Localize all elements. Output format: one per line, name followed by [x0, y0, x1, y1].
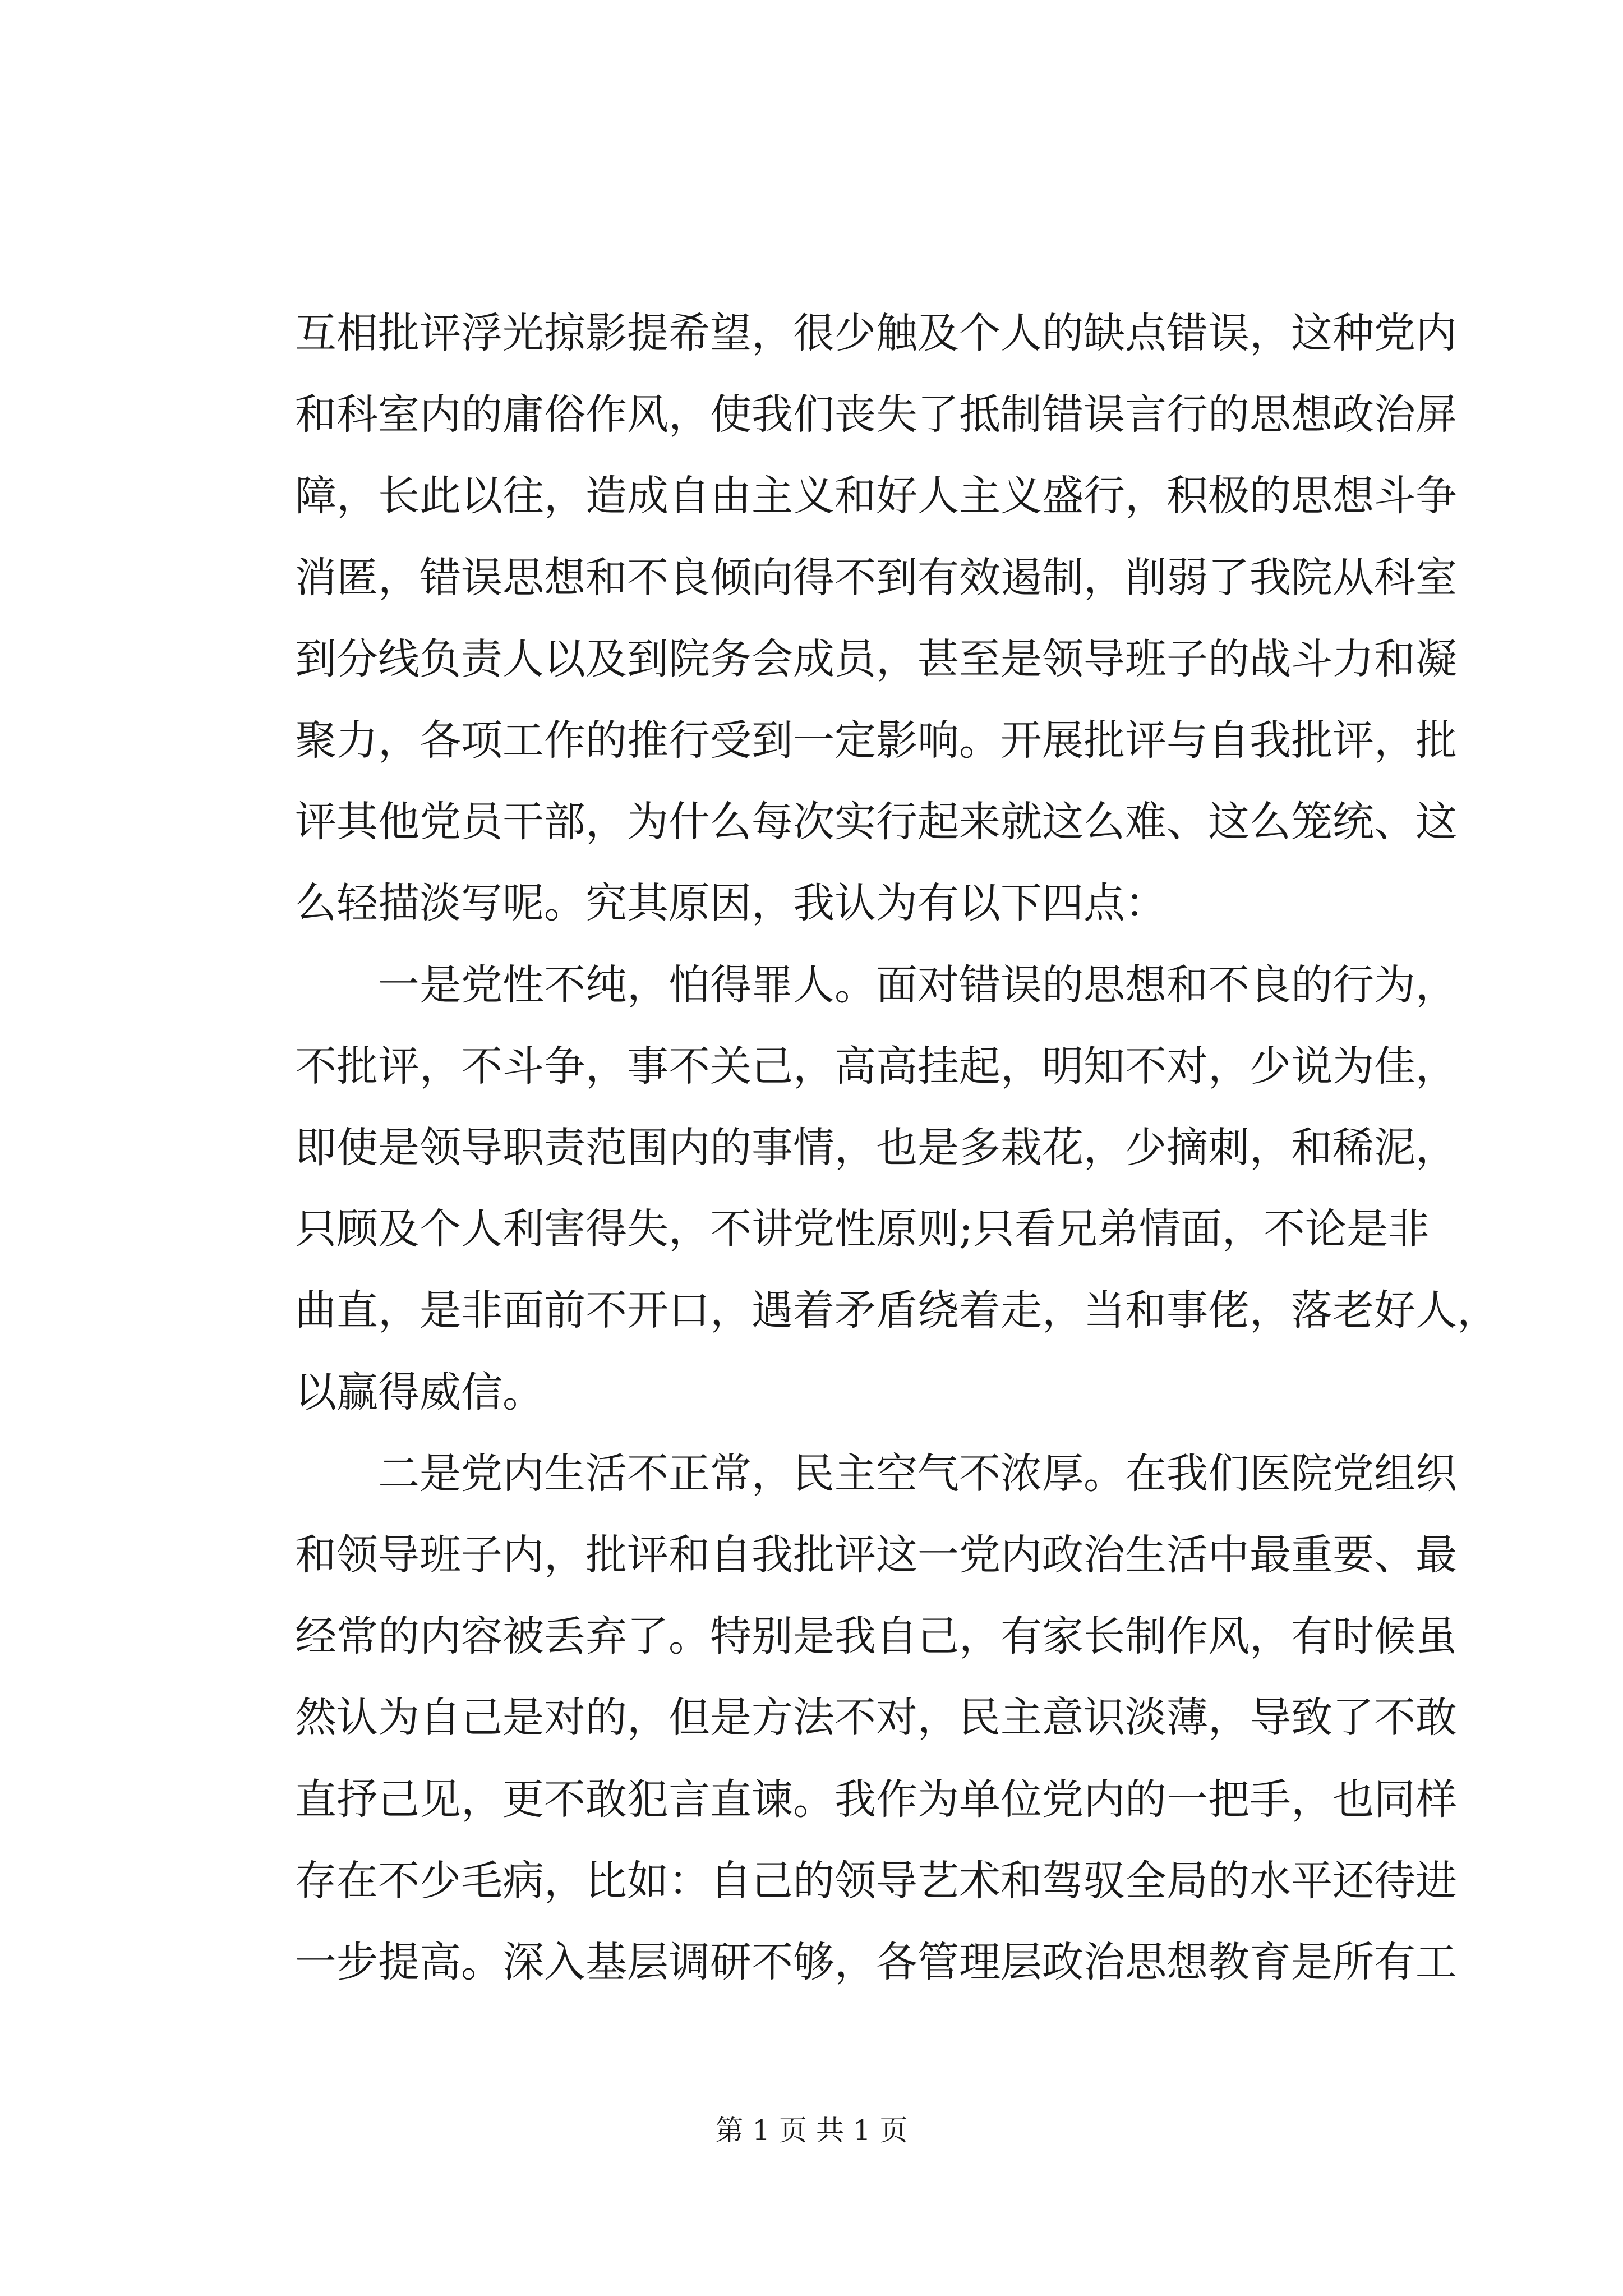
- body-text-line: 一步提高。深入基层调研不够，各管理层政治思想教育是所有工: [295, 1938, 1457, 1986]
- body-text-line: 只顾及个人利害得失，不讲党性原则;只看兄弟情面，不论是非: [295, 1205, 1430, 1253]
- body-text-line: 然认为自己是对的，但是方法不对，民主意识淡薄，导致了不敢: [295, 1694, 1457, 1742]
- paragraph-first-line: 二是党内生活不正常，民主空气不浓厚。在我们医院党组织: [378, 1450, 1457, 1498]
- body-text-line: 聚力，各项工作的推行受到一定影响。开展批评与自我批评，批: [295, 716, 1457, 765]
- body-text-line: 曲直，是非面前不开口，遇着矛盾绕着走，当和事佬，落老好人，: [295, 1286, 1498, 1335]
- body-text-line: 以赢得威信。: [295, 1368, 544, 1416]
- body-text-line: 么轻描淡写呢。究其原因，我认为有以下四点：: [295, 879, 1166, 927]
- body-text-line: 经常的内容被丢弃了。特别是我自己，有家长制作风，有时候虽: [295, 1612, 1457, 1660]
- body-text-line: 互相批评浮光掠影提希望，很少触及个人的缺点错误，这种党内: [295, 309, 1457, 357]
- body-text-line: 障，长此以往，造成自由主义和好人主义盛行，积极的思想斗争: [295, 472, 1457, 520]
- page-footer: 第 1 页 共 1 页: [715, 2114, 908, 2147]
- body-text-line: 存在不少毛病，比如：自己的领导艺术和驾驭全局的水平还待进: [295, 1857, 1457, 1905]
- body-text-line: 直抒己见，更不敢犯言直谏。我作为单位党内的一把手，也同样: [295, 1775, 1457, 1824]
- body-text-line: 评其他党员干部，为什么每次实行起来就这么难、这么笼统、这: [295, 798, 1457, 846]
- body-text-line: 到分线负责人以及到院务会成员，甚至是领导班子的战斗力和凝: [295, 635, 1457, 683]
- body-text-line: 不批评，不斗争，事不关己，高高挂起，明知不对，少说为佳，: [295, 1042, 1457, 1091]
- paragraph-first-line: 一是党性不纯，怕得罪人。面对错误的思想和不良的行为，: [378, 961, 1457, 1009]
- body-text-line: 即使是领导职责范围内的事情，也是多栽花，少摘刺，和稀泥，: [295, 1124, 1457, 1172]
- body-text-line: 和科室内的庸俗作风，使我们丧失了抵制错误言行的思想政治屏: [295, 390, 1457, 439]
- body-text-line: 消匿，错误思想和不良倾向得不到有效遏制，削弱了我院从科室: [295, 554, 1457, 602]
- body-text-line: 和领导班子内，批评和自我批评这一党内政治生活中最重要、最: [295, 1531, 1457, 1579]
